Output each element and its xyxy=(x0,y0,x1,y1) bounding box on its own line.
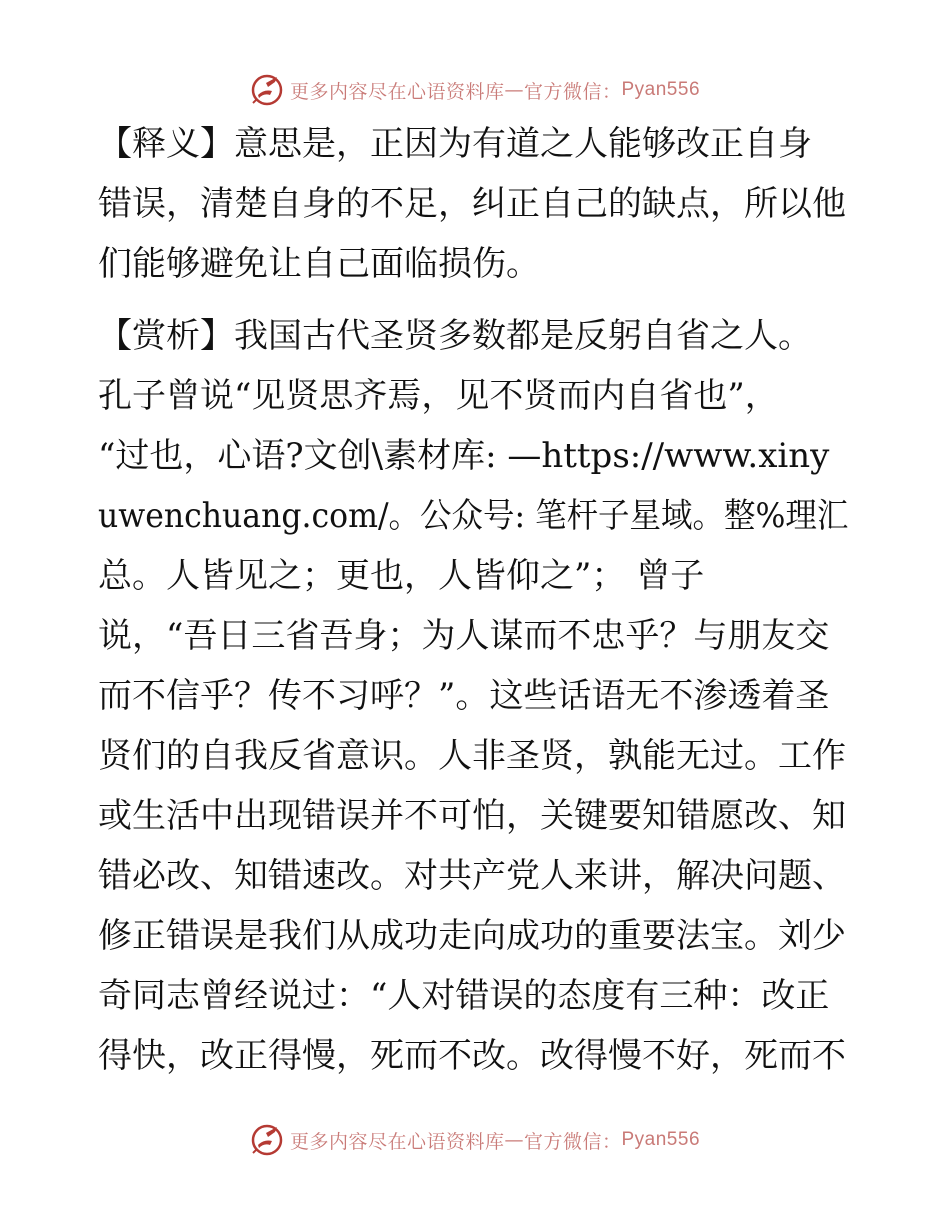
footer-banner-title: 更多内容尽在心语资料库 xyxy=(289,1130,505,1153)
body-line-9: 说，“吾日三省吾身；为人谋而不忠乎？与朋友交 xyxy=(98,616,830,656)
body-line-15: 奇同志曾经说过：“人对错误的态度有三种：改正 xyxy=(98,976,830,1016)
body-line-12: 或生活中出现错误并不可怕，关键要知错愿改、知 xyxy=(98,796,846,836)
body-line-16: 得快，改正得慢，死而不改。改得慢不好，死而不 xyxy=(98,1036,846,1076)
body-line-7: uwenchuang.com/。公众号: 笔杆子星域。整%理汇 xyxy=(98,496,849,536)
body-line-6: “过也，心语?文创\素材库: —https://www.xiny xyxy=(98,436,830,476)
body-line-5: 孔子曾说“见贤思齐焉，见不贤而内自省也”， xyxy=(98,376,779,416)
footer-banner-wechat-id: Pyan556 xyxy=(621,1129,701,1150)
footer-banner xyxy=(0,1120,950,1160)
header-banner-wechat-label: 官方微信： xyxy=(523,80,622,103)
header-banner xyxy=(0,70,950,110)
header-banner-wechat-id: Pyan556 xyxy=(621,79,701,100)
header-banner-dash: — xyxy=(504,79,524,101)
body-line-13: 错必改、知错速改。对共产党人来讲，解决问题、 xyxy=(98,856,846,896)
body-line-11: 贤们的自我反省意识。人非圣贤，孰能无过。工作 xyxy=(98,736,846,776)
book-pen-logo-icon xyxy=(250,73,284,107)
body-line-10: 而不信乎？传不习呼？”。这些话语无不渗透着圣 xyxy=(98,676,830,716)
book-pen-logo-icon xyxy=(250,1123,284,1157)
body-line-2: 错误，清楚自身的不足，纠正自己的缺点，所以他 xyxy=(98,184,846,224)
body-line-3: 们能够避免让自己面临损伤。 xyxy=(98,244,540,284)
footer-banner-dash: — xyxy=(504,1129,524,1151)
body-line-4: 【赏析】我国古代圣贤多数都是反躬自省之人。 xyxy=(98,316,812,356)
footer-banner-wechat-label: 官方微信： xyxy=(523,1130,622,1153)
header-banner-title: 更多内容尽在心语资料库 xyxy=(289,80,505,103)
body-line-14: 修正错误是我们从成功走向成功的重要法宝。刘少 xyxy=(98,916,846,956)
body-line-8: 总。人皆见之；更也，人皆仰之”； 曾子 xyxy=(98,556,705,596)
body-line-1: 【释义】意思是，正因为有道之人能够改正自身 xyxy=(98,124,812,164)
